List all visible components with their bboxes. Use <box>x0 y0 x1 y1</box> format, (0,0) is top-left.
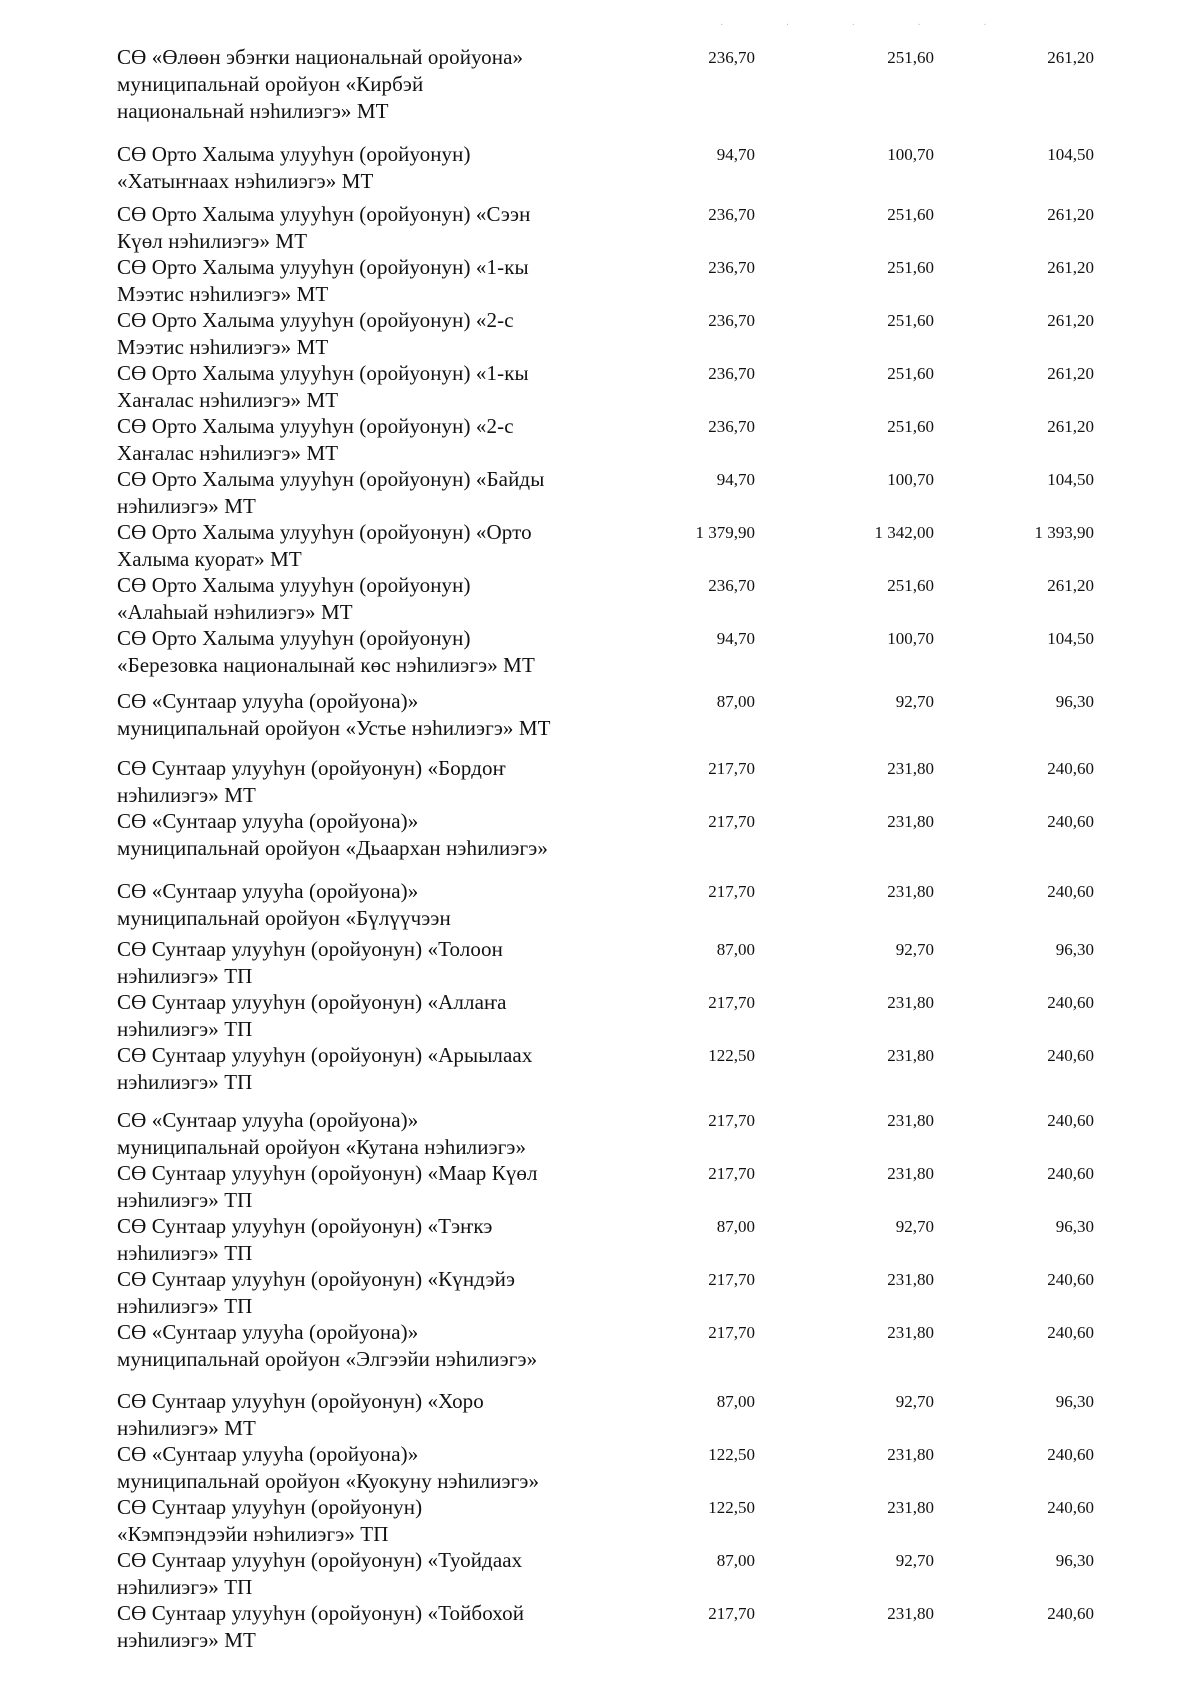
value-cell-2: 231,80 <box>887 1270 934 1289</box>
value-cell-3: 240,60 <box>1047 1164 1094 1183</box>
value-cell-3: 261,20 <box>1047 417 1094 436</box>
municipality-name: СӨ Сунтаар улууһун (оройуонун) «Кэмпэндээйи нэһилиэгэ» ТП <box>117 1495 423 1546</box>
value-cell-2: 92,70 <box>895 1217 934 1236</box>
municipality-name: СӨ «Сунтаар улууһа (оройуона)» муниципальнай оройуон «Дьаархан нэһилиэгэ» <box>117 809 548 860</box>
value-cell-1: 236,70 <box>708 364 755 383</box>
municipality-name: СӨ Орто Халыма улууһун (оройуонун) «1-кы Мээтис нэһилиэгэ» МТ <box>117 255 529 306</box>
value-cell-3: 240,60 <box>1047 1270 1094 1289</box>
value-cell-3: 240,60 <box>1047 812 1094 831</box>
municipality-name: СӨ Сунтаар улууһун (оройуонун) «Күндэйэ нэһилиэгэ» ТП <box>117 1267 516 1318</box>
value-cell-2: 100,70 <box>887 145 934 164</box>
value-cell-3: 261,20 <box>1047 258 1094 277</box>
municipality-name: СӨ «Сунтаар улууһа (оройуона)» муниципальнай оройуон «Бүлүүчээн <box>117 879 451 930</box>
value-cell-1: 236,70 <box>708 48 755 67</box>
value-cell-3: 1 393,90 <box>1034 523 1094 542</box>
value-cell-2: 251,60 <box>887 48 934 67</box>
municipality-name: СӨ «Сунтаар улууһа (оройуона)» муниципальнай оройуон «Куокуну нэһилиэгэ» <box>117 1442 540 1493</box>
municipality-name: СӨ Сунтаар улууһун (оройуонун) «Маар Күөл нэһилиэгэ» ТП <box>117 1161 538 1212</box>
value-cell-1: 87,00 <box>716 940 755 959</box>
municipality-name: СӨ «Сунтаар улууһа (оройуона)» муниципальнай оройуон «Кутана нэһилиэгэ» <box>117 1108 527 1159</box>
value-cell-2: 231,80 <box>887 1498 934 1517</box>
value-cell-3: 261,20 <box>1047 205 1094 224</box>
value-cell-3: 240,60 <box>1047 1498 1094 1517</box>
value-cell-2: 231,80 <box>887 1323 934 1342</box>
value-cell-2: 251,60 <box>887 205 934 224</box>
value-cell-3: 261,20 <box>1047 364 1094 383</box>
municipality-name: СӨ «Сунтаар улууһа (оройуона)» муниципальнай оройуон «Устье нэһилиэгэ» МТ <box>117 689 551 740</box>
value-cell-1: 87,00 <box>716 1551 755 1570</box>
municipality-name: СӨ Сунтаар улууһун (оройуонун) «Аллаҥа нэһилиэгэ» ТП <box>117 990 507 1041</box>
value-cell-2: 1 342,00 <box>874 523 934 542</box>
value-cell-1: 217,70 <box>708 812 755 831</box>
value-cell-3: 96,30 <box>1055 1392 1094 1411</box>
municipality-name: СӨ Орто Халыма улууһун (оройуонун) «1-кы Хаҥалас нэһилиэгэ» МТ <box>117 361 529 412</box>
value-cell-2: 92,70 <box>895 1392 934 1411</box>
value-cell-2: 231,80 <box>887 1046 934 1065</box>
value-cell-3: 240,60 <box>1047 1046 1094 1065</box>
value-cell-1: 236,70 <box>708 311 755 330</box>
value-cell-3: 96,30 <box>1055 1551 1094 1570</box>
municipality-name: СӨ Сунтаар улууһун (оройуонун) «Толоон нэһилиэгэ» ТП <box>117 937 503 988</box>
value-cell-3: 261,20 <box>1047 311 1094 330</box>
value-cell-2: 231,80 <box>887 1111 934 1130</box>
value-cell-3: 104,50 <box>1047 470 1094 489</box>
value-cell-2: 231,80 <box>887 882 934 901</box>
municipality-name: СӨ Орто Халыма улууһун (оройуонун) «Хатыҥнаах нэһилиэгэ» МТ <box>117 142 471 193</box>
value-cell-1: 217,70 <box>708 1323 755 1342</box>
value-cell-2: 251,60 <box>887 364 934 383</box>
value-cell-1: 236,70 <box>708 417 755 436</box>
value-cell-2: 231,80 <box>887 1445 934 1464</box>
value-cell-2: 92,70 <box>895 692 934 711</box>
value-cell-1: 94,70 <box>716 629 755 648</box>
value-cell-3: 240,60 <box>1047 1604 1094 1623</box>
value-cell-1: 122,50 <box>708 1498 755 1517</box>
value-cell-2: 251,60 <box>887 576 934 595</box>
value-cell-2: 231,80 <box>887 1164 934 1183</box>
value-cell-1: 217,70 <box>708 1111 755 1130</box>
value-cell-2: 251,60 <box>887 258 934 277</box>
value-cell-2: 92,70 <box>895 1551 934 1570</box>
value-cell-1: 217,70 <box>708 882 755 901</box>
value-cell-3: 240,60 <box>1047 759 1094 778</box>
municipality-name: СӨ «Сунтаар улууһа (оройуона)» муниципальнай оройуон «Элгээйи нэһилиэгэ» <box>117 1320 538 1371</box>
value-cell-1: 122,50 <box>708 1445 755 1464</box>
value-cell-1: 217,70 <box>708 993 755 1012</box>
value-cell-1: 94,70 <box>716 145 755 164</box>
value-cell-2: 100,70 <box>887 470 934 489</box>
scan-specks: · · · · · <box>720 20 1017 31</box>
value-cell-1: 87,00 <box>716 1392 755 1411</box>
value-cell-2: 92,70 <box>895 940 934 959</box>
municipality-name: СӨ Сунтаар улууһун (оройуонун) «Тойбохой нэһилиэгэ» МТ <box>117 1601 525 1652</box>
municipality-name: СӨ Орто Халыма улууһун (оройуонун) «2-с Хаҥалас нэһилиэгэ» МТ <box>117 414 514 465</box>
value-cell-1: 217,70 <box>708 1270 755 1289</box>
value-cell-2: 231,80 <box>887 759 934 778</box>
municipality-name: СӨ Орто Халыма улууһун (оройуонун) «Березовка националынай көс нэһилиэгэ» МТ <box>117 626 535 677</box>
value-cell-1: 122,50 <box>708 1046 755 1065</box>
value-cell-3: 240,60 <box>1047 993 1094 1012</box>
value-cell-1: 87,00 <box>716 692 755 711</box>
value-cell-1: 217,70 <box>708 759 755 778</box>
value-cell-2: 231,80 <box>887 812 934 831</box>
value-cell-1: 217,70 <box>708 1604 755 1623</box>
value-cell-1: 87,00 <box>716 1217 755 1236</box>
value-cell-2: 251,60 <box>887 417 934 436</box>
value-cell-3: 96,30 <box>1055 940 1094 959</box>
value-cell-2: 231,80 <box>887 993 934 1012</box>
municipality-name: СӨ Орто Халыма улууһун (оройуонун) «Алаһыай нэһилиэгэ» МТ <box>117 573 471 624</box>
value-cell-3: 96,30 <box>1055 692 1094 711</box>
value-cell-3: 104,50 <box>1047 145 1094 164</box>
municipality-name: СӨ Сунтаар улууһун (оройуонун) «Бордоҥ нэһилиэгэ» МТ <box>117 756 506 807</box>
value-cell-3: 240,60 <box>1047 1323 1094 1342</box>
value-cell-1: 1 379,90 <box>695 523 755 542</box>
value-cell-1: 94,70 <box>716 470 755 489</box>
municipality-name: СӨ Орто Халыма улууһун (оройуонун) «Орто Халыма куорат» МТ <box>117 520 532 571</box>
value-cell-2: 100,70 <box>887 629 934 648</box>
value-cell-3: 96,30 <box>1055 1217 1094 1236</box>
value-cell-3: 240,60 <box>1047 1111 1094 1130</box>
municipality-name: СӨ Сунтаар улууһун (оройуонун) «Арыылаах нэһилиэгэ» ТП <box>117 1043 533 1094</box>
value-cell-2: 251,60 <box>887 311 934 330</box>
value-cell-1: 217,70 <box>708 1164 755 1183</box>
municipality-name: СӨ «Өлөөн эбэҥки национальнай оройуона» муниципальнай оройуон «Кирбэй национальнай нэһилиэгэ» МТ <box>117 45 524 123</box>
municipality-name: СӨ Сунтаар улууһун (оройуонун) «Туойдаах нэһилиэгэ» ТП <box>117 1548 523 1599</box>
municipality-name: СӨ Орто Халыма улууһун (оройуонун) «Сээн Күөл нэһилиэгэ» МТ <box>117 202 531 253</box>
value-cell-3: 261,20 <box>1047 48 1094 67</box>
value-cell-1: 236,70 <box>708 258 755 277</box>
municipality-name: СӨ Сунтаар улууһун (оройуонун) «Тэҥкэ нэһилиэгэ» ТП <box>117 1214 493 1265</box>
municipality-name: СӨ Орто Халыма улууһун (оройуонун) «2-с Мээтис нэһилиэгэ» МТ <box>117 308 514 359</box>
municipality-name: СӨ Орто Халыма улууһун (оройуонун) «Байды нэһилиэгэ» МТ <box>117 467 545 518</box>
value-cell-1: 236,70 <box>708 576 755 595</box>
value-cell-3: 261,20 <box>1047 576 1094 595</box>
value-cell-3: 104,50 <box>1047 629 1094 648</box>
municipality-name: СӨ Сунтаар улууһун (оройуонун) «Хоро нэһилиэгэ» МТ <box>117 1389 484 1440</box>
value-cell-1: 236,70 <box>708 205 755 224</box>
value-cell-2: 231,80 <box>887 1604 934 1623</box>
value-cell-3: 240,60 <box>1047 1445 1094 1464</box>
value-cell-3: 240,60 <box>1047 882 1094 901</box>
